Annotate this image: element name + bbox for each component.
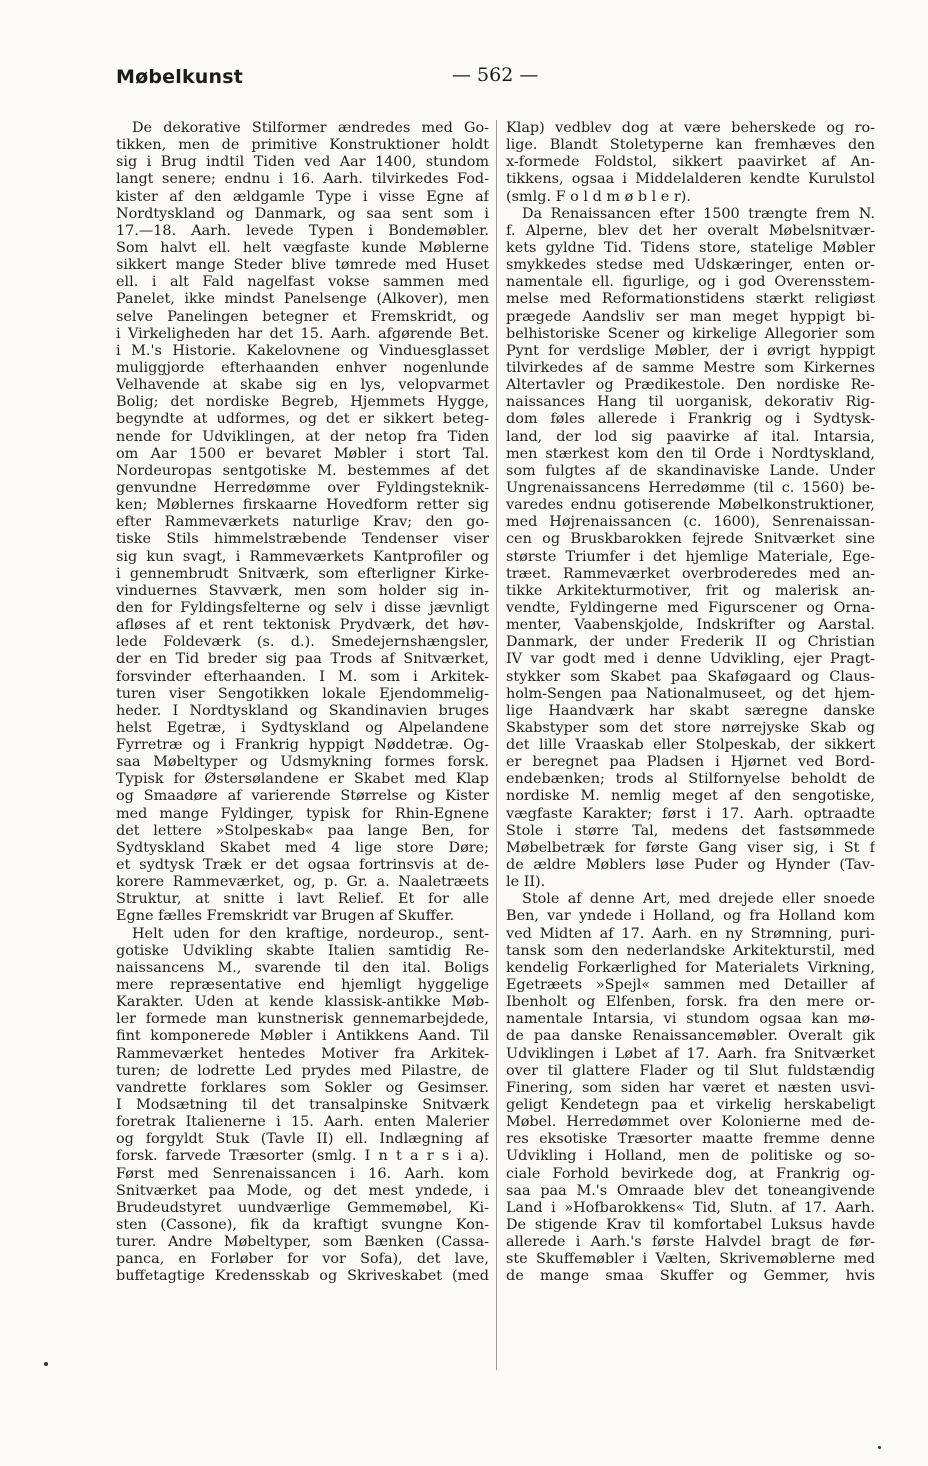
text-line: ken; Møblernes firskaarne Hovedform retter sig bbox=[116, 497, 489, 514]
print-speck bbox=[878, 1446, 881, 1449]
text-line: allerede i Aarh.'s første Halvdel bragt de før- bbox=[506, 1234, 875, 1251]
text-line: Fyrretræ og i Frankrig hyppigt Nøddetræ. Og- bbox=[116, 737, 489, 754]
text-line: største Triumfer i det hjemlige Materiale, Ege- bbox=[506, 548, 875, 565]
text-line: Snitværket paa Mode, og det mest yndede, i bbox=[116, 1182, 489, 1199]
text-line: stykker som Skabet paa Skaføgaard og Claus- bbox=[506, 668, 875, 685]
text-line: de paa danske Renaissancemøbler. Overalt gik bbox=[506, 1028, 875, 1045]
text-line: Karakter. Uden at kende klassisk-antikke Møb- bbox=[116, 994, 489, 1011]
text-line: ler formede man kunstnerisk gennemarbejdede, bbox=[116, 1011, 489, 1028]
text-line: heder. I Nordtyskland og Skandinavien bruges bbox=[116, 702, 489, 719]
text-line: med Højrenaissancen (c. 1600), Senrenaissan- bbox=[506, 514, 875, 531]
text-line: Danmark, der under Frederik II og Christian bbox=[506, 634, 875, 651]
text-line: panca, en Forløber for vor Sofa), det lave, bbox=[116, 1251, 489, 1268]
text-line: De stigende Krav til komfortabel Luksus havde bbox=[506, 1217, 875, 1233]
column-divider bbox=[496, 120, 497, 1370]
text-line: de ældre Møblers løse Puder og Hynder (Tav- bbox=[506, 857, 875, 874]
text-line: turen; de lodrette Led prydes med Pilastre, de bbox=[116, 1062, 489, 1079]
running-head-title: Møbelkunst bbox=[116, 66, 244, 88]
text-line: Land i »Hofbarokkens« Tid, Slutn. af 17. Aarh. bbox=[506, 1199, 875, 1216]
text-line: korere Rammeværket, og, p. Gr. a. Naaletræets bbox=[116, 874, 489, 891]
text-line: namentale ell. figurlige, og i god Overensstem- bbox=[506, 274, 875, 291]
text-line: kendelig Forkærlighed for Materialets Virkning, bbox=[506, 959, 875, 976]
text-line: prægede Aandsliv ser man meget hyppigt bi- bbox=[506, 308, 875, 325]
text-line: Udvikling i Holland, men de politiske og so- bbox=[506, 1148, 875, 1165]
text-line: gotiske Udvikling skabte Italien samtidig Re- bbox=[116, 942, 489, 959]
text-line: begyndte at udformes, og det er sikkert beteg- bbox=[116, 411, 489, 428]
text-line: foretrak Italienerne i 15. Aarh. enten Malerier bbox=[116, 1114, 489, 1131]
text-line: Typisk for Østersølandene er Skabet med Klap bbox=[116, 771, 489, 788]
text-line: I Modsætning til det transalpinske Snitværk bbox=[116, 1097, 489, 1114]
text-line: Rammeværket hentedes Motiver fra Arkitek- bbox=[116, 1045, 489, 1062]
text-line: Møbel. Herredømmet over Kolonierne med de- bbox=[506, 1114, 875, 1131]
text-line: Panelet, ikke mindst Panelsenge (Alkover), men bbox=[116, 291, 489, 308]
text-line: menter, Vaabenskjolde, Indskrifter og Aarstal. bbox=[506, 617, 875, 634]
text-line: De dekorative Stilformer ændredes med Go- bbox=[132, 120, 489, 136]
text-line: Da Renaissancen efter 1500 trængte frem N. bbox=[522, 205, 875, 222]
text-line: melse med Reformationstidens stærkt religiøst bbox=[506, 291, 875, 308]
text-line: holm-Sengen paa Nationalmuseet, og det hjem- bbox=[506, 685, 875, 702]
text-line: tikken, men de primitive Konstruktioner holdt bbox=[116, 137, 489, 154]
text-line: (smlg. F o l d m ø b l e r). bbox=[506, 188, 691, 205]
text-line: kister af den ældgamle Type i visse Egne af bbox=[116, 188, 489, 205]
text-line: f. Alperne, blev det her overalt Møbelsnitvær- bbox=[506, 222, 875, 239]
text-line: Bolig; det nordiske Begreb, Hjemmets Hygge, bbox=[116, 394, 489, 411]
text-line: tiske Stils himmelstræbende Tendenser viser bbox=[116, 531, 489, 548]
text-line: land, der lod sig paavirke af ital. Intarsia, bbox=[506, 428, 875, 445]
text-line: lige Haandværk har skabt særegne danske bbox=[506, 702, 875, 719]
text-line: nordiske M. nemlig meget af den sengotiske, bbox=[506, 788, 875, 805]
text-line: sikkert mange Steder blive tømrede med Huset bbox=[116, 257, 489, 274]
text-line: naissancens M., svarende til den ital. Boligs bbox=[116, 959, 489, 976]
text-line: varedes endnu gotiserende Møbelkonstruktioner, bbox=[506, 497, 875, 514]
text-line: vinduernes Stavværk, men som holder sig in- bbox=[116, 582, 489, 599]
text-line: Udviklingen i Løbet af 17. Aarh. fra Snitværket bbox=[506, 1045, 875, 1062]
text-line: sig kun svagt, i Rammeværkets Kantprofiler og bbox=[116, 548, 489, 565]
text-line: Helt uden for den kraftige, nordeurop., sent- bbox=[132, 925, 489, 942]
text-line: Ben, var yndede i Holland, og fra Holland kom bbox=[506, 908, 875, 925]
text-line: Ibenholt og Elfenben, forsk. fra den mere or- bbox=[506, 994, 875, 1011]
text-line: smykkedes stedse med Udskæringer, enten or- bbox=[506, 257, 875, 274]
text-line: Egetræets »Spejl« sammen med Detailler af bbox=[506, 977, 875, 994]
text-line: over til glattere Flader og til Slut fuldstændig bbox=[506, 1062, 875, 1079]
text-line: i gennembrudt Snitværk, som efterligner Kirke- bbox=[116, 565, 489, 582]
text-line: tansk som den nederlandske Arkitekturstil, med bbox=[506, 942, 875, 959]
text-line: ved Midten af 17. Aarh. en ny Strømning, puri- bbox=[506, 925, 875, 942]
print-speck bbox=[44, 1362, 48, 1366]
text-line: turen viser Sengotikken lokale Ejendommelig- bbox=[116, 685, 489, 702]
text-line: genvundne Herredømme over Fyldingsteknik- bbox=[116, 479, 489, 496]
text-line: le II). bbox=[506, 874, 546, 891]
text-line: mere repræsentative end hjemligt hyggelige bbox=[116, 977, 489, 994]
text-line: det lille Vraaskab eller Stolpeskab, der sikkert bbox=[506, 737, 875, 754]
text-line: ste Skuffemøbler i Vælten, Skrivemøblerne med bbox=[506, 1251, 875, 1268]
text-line: Sydtyskland Skabet med 4 lige store Døre; bbox=[116, 839, 489, 856]
text-line: Struktur, at snitte i lavt Relief. Et for alle bbox=[116, 891, 489, 908]
text-line: saa paa M.'s Omraade blev det toneangivende bbox=[506, 1182, 875, 1199]
text-line: Stole i større Tal, medens det fastsømmede bbox=[506, 822, 875, 839]
text-line: Egne fælles Fremskridt var Brugen af Skuffer. bbox=[116, 908, 455, 925]
text-line: 17.—18. Aarh. levede Typen i Bondemøbler. bbox=[116, 222, 489, 239]
page-number: — 562 — bbox=[452, 64, 539, 86]
text-line: med mange Fyldinger, typisk for Rhin-Egnene bbox=[116, 805, 489, 822]
text-line: sten (Cassone), fik da kraftigt svungne Kon- bbox=[116, 1217, 489, 1233]
text-line: buffetagtige Kredensskab og Skriveskabet (med bbox=[116, 1268, 489, 1285]
text-line: og Smaadøre af varierende Størrelse og Kister bbox=[116, 788, 489, 805]
text-line: Skabstyper som det store nørrejyske Skab og bbox=[506, 719, 875, 736]
text-line: tikkens, ogsaa i Middelalderen kendte Kurulstol bbox=[506, 171, 875, 188]
text-line: geligt Kendetegn paa et virkelig herskabeligt bbox=[506, 1097, 875, 1114]
text-line: selve Panelingen betegner et Fremskridt, og bbox=[116, 308, 489, 325]
text-line: res eksotiske Træsorter maatte fremme denne bbox=[506, 1131, 875, 1148]
text-line: Møbelbetræk for første Gang viser sig, i St f bbox=[506, 839, 875, 856]
text-line: helst Egetræ, i Sydtyskland og Alpelandene bbox=[116, 719, 489, 736]
text-line: der en Tid breder sig paa Trods af Snitværket, bbox=[116, 651, 489, 668]
text-line: træet. Rammeværket overbroderedes med an- bbox=[506, 565, 875, 582]
text-line: forsvinder efterhaanden. I M. som i Arkitek- bbox=[116, 668, 489, 685]
text-line: endebænken; trods al Stilfornyelse beholdt de bbox=[506, 771, 875, 788]
text-line: x-formede Foldstol, sikkert paavirket af An- bbox=[506, 154, 875, 171]
text-line: IV var godt med i denne Udvikling, ejer Pragt- bbox=[506, 651, 875, 668]
text-line: Stole af denne Art, med drejede eller snoede bbox=[522, 891, 875, 908]
text-line: belhistoriske Scener og kirkelige Allegorier som bbox=[506, 325, 875, 342]
text-line: tikke Arkitekturmotiver, frit og malerisk an- bbox=[506, 582, 875, 599]
text-line: et sydtysk Træk er det ogsaa fortrinsvis at de- bbox=[116, 857, 489, 874]
text-line: afløses af et rent tektonisk Prydværk, det høv- bbox=[116, 617, 489, 634]
text-line: det lettere »Stolpeskab« paa lange Ben, for bbox=[116, 822, 489, 839]
text-line: namentale Intarsia, vi stundom ogsaa kan mø- bbox=[506, 1011, 875, 1028]
text-line: langt senere; endnu i 16. Aarh. tilvirkedes Fod- bbox=[116, 171, 489, 188]
text-line: i Virkeligheden har det 15. Aarh. afgørende Bet. bbox=[116, 325, 489, 342]
text-line: Som halvt ell. helt vægfaste kunde Møblerne bbox=[116, 239, 489, 256]
text-line: Først med Senrenaissancen i 16. Aarh. kom bbox=[116, 1165, 489, 1182]
text-line: Brudeudstyret uundværlige Gemmemøbel, Ki- bbox=[116, 1199, 489, 1216]
text-line: men stærkest kom den til Orde i Nordtyskland, bbox=[506, 445, 875, 462]
text-line: fint komponerede Møbler i Antikkens Aand. Til bbox=[116, 1028, 489, 1045]
text-line: Altertavler og Prædikestole. Den nordiske Re- bbox=[506, 377, 875, 394]
text-line: forsk. farvede Træsorter (smlg. I n t a r s i a). bbox=[116, 1148, 489, 1165]
text-line: som fulgtes af de skandinaviske Lande. Under bbox=[506, 462, 875, 479]
text-line: lige. Blandt Stoletyperne kan fremhæves den bbox=[506, 137, 875, 154]
text-line: Klap) vedblev dog at være beherskede og ro- bbox=[506, 120, 875, 136]
text-line: Ungrenaissancens Herredømme (til c. 1560) be- bbox=[506, 479, 875, 496]
text-line: den for Fyldingsfelterne og selv i disse jævnligt bbox=[116, 599, 489, 616]
text-line: dom føles allerede i Frankrig og i Sydtysk- bbox=[506, 411, 875, 428]
text-line: i M.'s Historie. Kakelovnene og Vinduesglasset bbox=[116, 342, 489, 359]
right-text-column bbox=[506, 120, 875, 1286]
text-line: Pynt for verdslige Møbler, der i øvrigt hyppigt bbox=[506, 342, 875, 359]
text-line: nende for Udviklingen, at der netop fra Tiden bbox=[116, 428, 489, 445]
text-line: om Aar 1500 er bevaret Møbler i stort Tal. bbox=[116, 445, 489, 462]
text-line: kets gyldne Tid. Tidens store, statelige Møbler bbox=[506, 239, 875, 256]
text-line: ell. i alt Fald nagelfast vokse sammen med bbox=[116, 274, 489, 291]
text-line: Nordtyskland og Danmark, og saa sent som i bbox=[116, 205, 489, 222]
text-line: saa Møbeltyper og Udsmykning formes forsk. bbox=[116, 754, 489, 771]
text-line: efter Rammeværkets naturlige Krav; den go- bbox=[116, 514, 489, 531]
text-line: muliggjorde efterhaanden enhver nogenlunde bbox=[116, 359, 489, 376]
text-line: lede Foldeværk (s. d.). Smedejernshængsler, bbox=[116, 634, 489, 651]
text-line: vandrette forklares som Sokler og Gesimser. bbox=[116, 1079, 489, 1096]
text-line: og forgyldt Stuk (Tavle II) ell. Indlægning af bbox=[116, 1131, 489, 1148]
text-line: sig i Brug indtil Tiden ved Aar 1400, stundom bbox=[116, 154, 489, 171]
text-line: vægfaste Karakter; først i 17. Aarh. optraadte bbox=[506, 805, 875, 822]
text-line: er beregnet paa Pladsen i Hjørnet ved Bord- bbox=[506, 754, 875, 771]
left-text-column bbox=[116, 120, 489, 1286]
text-line: ciale Forhold bevirkede dog, at Frankrig og- bbox=[506, 1165, 875, 1182]
text-line: Velhavende at skabe sig en lys, velopvarmet bbox=[116, 377, 489, 394]
text-line: de mange smaa Skuffer og Gemmer, hvis bbox=[506, 1268, 875, 1285]
text-line: Nordeuropas sentgotiske M. bestemmes af det bbox=[116, 462, 489, 479]
text-line: vendte, Fyldingerne med Figurscener og Orna- bbox=[506, 599, 875, 616]
text-line: cen og Bruskbarokken fejrede Snitværket sine bbox=[506, 531, 875, 548]
text-line: turer. Andre Møbeltyper, som Bænken (Cassa- bbox=[116, 1234, 489, 1251]
text-line: tilvirkedes af de samme Mestre som Kirkernes bbox=[506, 359, 875, 376]
text-line: naissances Hang til uorganisk, dekorativ Rig- bbox=[506, 394, 875, 411]
text-line: Finering, som siden har været et næsten usvi- bbox=[506, 1079, 875, 1096]
